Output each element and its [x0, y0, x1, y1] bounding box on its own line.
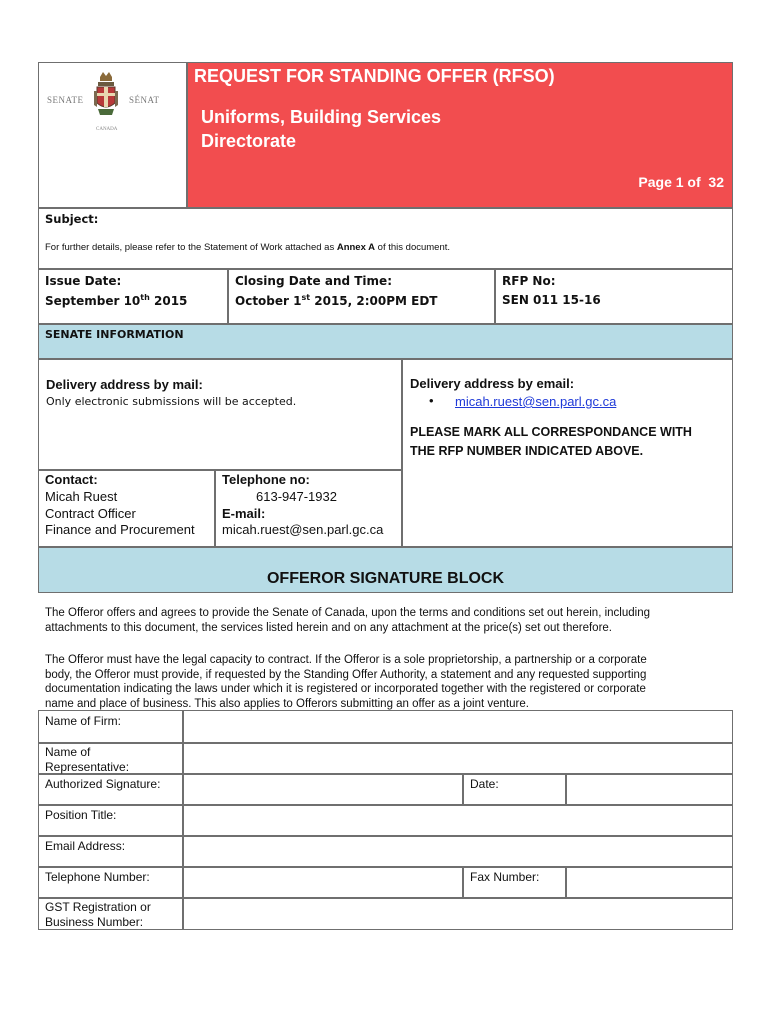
para2-line2: body, the Offeror must provide, if requested by the Standing Offer Authority, a statement and any requested supporting — [45, 668, 647, 681]
telephone-field[interactable] — [183, 867, 463, 898]
senate-crest-icon — [92, 71, 120, 123]
phone-value: 613-947-1932 — [256, 489, 337, 504]
page-subtitle-line1: Uniforms, Building Services — [201, 107, 442, 127]
closing-date-main: October 1 — [235, 294, 302, 308]
gst-field[interactable] — [183, 898, 733, 930]
closing-date-sup: st — [301, 293, 311, 302]
firm-name-field[interactable] — [183, 710, 733, 743]
issue-date-label: Issue Date: — [45, 274, 122, 288]
logo-left-text: SENATE — [47, 95, 84, 105]
email-address-label: Email Address: — [45, 839, 126, 853]
subject-text-post: of this document. — [375, 242, 451, 253]
mail-delivery-label: Delivery address by mail: — [46, 377, 203, 392]
contact-dept: Finance and Procurement — [45, 522, 195, 537]
representative-label-line1: Name of — [45, 745, 91, 759]
page-subtitle-line2: Directorate — [201, 131, 297, 151]
subject-text-pre: For further details, please refer to the Statement of Work attached as — [45, 242, 337, 253]
closing-date-value — [235, 293, 437, 308]
mail-delivery-note: Only electronic submissions will be accepted. — [46, 395, 297, 408]
fax-field[interactable] — [566, 867, 733, 898]
rfp-number-cell — [495, 269, 733, 324]
issue-date-sup: th — [140, 293, 150, 302]
contact-email-value[interactable]: micah.ruest@sen.parl.gc.ca — [222, 522, 384, 537]
position-title-label-cell — [38, 805, 183, 836]
email-delivery-link[interactable]: micah.ruest@sen.parl.gc.ca — [455, 394, 617, 409]
representative-field[interactable] — [183, 743, 733, 774]
authorized-signature-label: Authorized Signature: — [45, 777, 161, 791]
rfp-label: RFP No: — [502, 274, 556, 288]
logo-bottom-text: CANADA — [96, 127, 118, 132]
email-delivery-cell — [402, 359, 733, 547]
title-block — [187, 62, 733, 208]
closing-date-cell — [228, 269, 495, 324]
date-label: Date: — [470, 777, 499, 791]
telephone-label: Telephone Number: — [45, 870, 150, 884]
gst-label-line2: Business Number: — [45, 915, 144, 929]
contact-label: Contact: — [45, 472, 98, 487]
email-address-label-cell — [38, 836, 183, 867]
contact-phone-cell — [215, 470, 402, 547]
correspondence-notice-line2: THE RFP NUMBER INDICATED ABOVE. — [410, 444, 644, 458]
signature-paragraph-2 — [45, 653, 647, 711]
fax-label: Fax Number: — [470, 870, 540, 884]
contact-cell — [38, 470, 215, 547]
para2-line3: documentation indicating the laws under which it is registered or incorporated together with the registered or corporate — [45, 683, 646, 695]
email-delivery-label: Delivery address by email: — [410, 376, 575, 391]
phone-label: Telephone no: — [222, 472, 310, 487]
issue-date-value — [45, 293, 187, 308]
contact-email-label: E-mail: — [222, 506, 266, 521]
firm-name-label: Name of Firm: — [45, 714, 122, 728]
correspondence-notice-line1: PLEASE MARK ALL CORRESPONDANCE WITH — [410, 425, 692, 439]
firm-name-label-cell — [38, 710, 183, 743]
authorized-signature-field[interactable] — [183, 774, 463, 805]
subject-row — [38, 208, 733, 269]
representative-label-cell — [38, 743, 183, 774]
signature-paragraph-1 — [45, 606, 650, 636]
para2-line4: name and place of business. This also applies to Offerors submitting an offer as a joint venture. — [45, 697, 529, 710]
page-title: REQUEST FOR STANDING OFFER (RFSO) — [194, 66, 555, 86]
closing-date-label: Closing Date and Time: — [235, 274, 392, 288]
contact-title: Contract Officer — [45, 506, 136, 521]
position-title-field[interactable] — [183, 805, 733, 836]
gst-label-cell — [38, 898, 183, 930]
mail-delivery-cell — [38, 359, 402, 470]
senate-info-header — [38, 324, 733, 359]
para1-line2: attachments to this document, the services listed herein and on any attachment at the price(s) set out therefore. — [45, 622, 612, 634]
authorized-signature-label-cell — [38, 774, 183, 805]
subject-label: Subject: — [45, 212, 99, 226]
representative-label-line2: Representative: — [45, 760, 130, 774]
fax-label-cell — [463, 867, 566, 898]
email-bullet: • — [429, 393, 434, 408]
page-number: Page 1 of 32 — [638, 174, 724, 190]
issue-date-cell — [38, 269, 228, 324]
logo-right-text: SÉNAT — [129, 95, 160, 105]
para1-line1: The Offeror offers and agrees to provide the Senate of Canada, upon the terms and conditions set out herein, including — [45, 607, 650, 619]
issue-date-main: September 10 — [45, 294, 141, 308]
gst-label-line1: GST Registration or — [45, 900, 151, 914]
signature-header — [38, 547, 733, 593]
logo-cell — [38, 62, 187, 208]
subject-text-annex: Annex A — [336, 242, 376, 253]
rfp-value: SEN 011 15-16 — [502, 293, 601, 307]
date-field[interactable] — [566, 774, 733, 805]
date-label-cell — [463, 774, 566, 805]
issue-date-tail: 2015 — [149, 294, 188, 308]
signature-heading: OFFEROR SIGNATURE BLOCK — [266, 570, 505, 587]
subject-text — [45, 242, 450, 253]
senate-info-heading: SENATE INFORMATION — [45, 328, 184, 341]
closing-date-tail: 2015, 2:00PM EDT — [310, 294, 438, 308]
para2-line1: The Offeror must have the legal capacity to contract. If the Offeror is a sole proprietorship, a partnership or a corporate — [45, 654, 647, 666]
contact-name: Micah Ruest — [45, 489, 118, 504]
email-address-field[interactable] — [183, 836, 733, 867]
telephone-label-cell — [38, 867, 183, 898]
position-title-label: Position Title: — [45, 808, 117, 822]
